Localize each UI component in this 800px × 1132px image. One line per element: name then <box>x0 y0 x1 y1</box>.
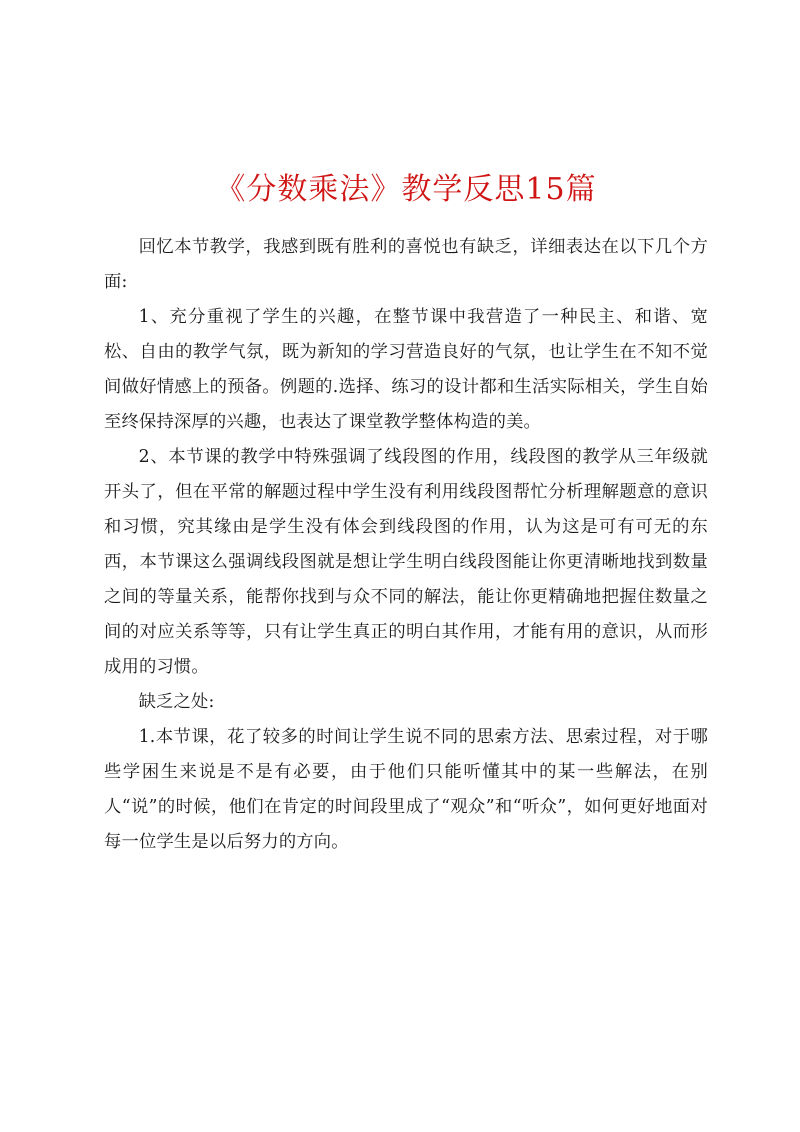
paragraph-point-2: 2、本节课的教学中特殊强调了线段图的作用，线段图的教学从三年级就开头了，但在平常的解题过程中学生没有利用线段图帮忙分析理解题意的意识和习惯，究其缘由是学生没有体会到线段图的作用，认为这是可有可无的东西，本节课这么强调线段图就是想让学生明白线段图能让你更清晰地找到数量之间的等量关系，能帮你找到与众不同的解法，能让你更精确地把握住数量之间的对应关系等等，只有让学生真正的明白其作用，才能有用的意识，从而形成用的习惯。 <box>104 447 708 677</box>
document-body <box>104 230 708 860</box>
paragraph-shortcoming-1: 1.本节课，花了较多的时间让学生说不同的思索方法、思索过程，对于哪些学困生来说是不是有必要，由于他们只能听懂其中的某一些解法，在别人“说”的时候，他们在肯定的时间段里成了“观众”和“听众”，如何更好地面对每一位学生是以后努力的方向。 <box>104 727 708 852</box>
paragraph-shortcomings-heading: 缺乏之处: <box>138 692 215 712</box>
paragraph-intro: 回忆本节教学，我感到既有胜利的喜悦也有缺乏，详细表达在以下几个方面: <box>104 237 708 292</box>
paragraph-point-1: 1、充分重视了学生的兴趣，在整节课中我营造了一种民主、和谐、宽松、自由的教学气氛，既为新知的学习营造良好的气氛，也让学生在不知不觉间做好情感上的预备。例题的.选择、练习的设计都和生活实际相关，学生自始至终保持深厚的兴趣，也表达了课堂教学整体构造的美。 <box>104 307 708 432</box>
document-title: 《分数乘法》教学反思15篇 <box>215 172 597 207</box>
